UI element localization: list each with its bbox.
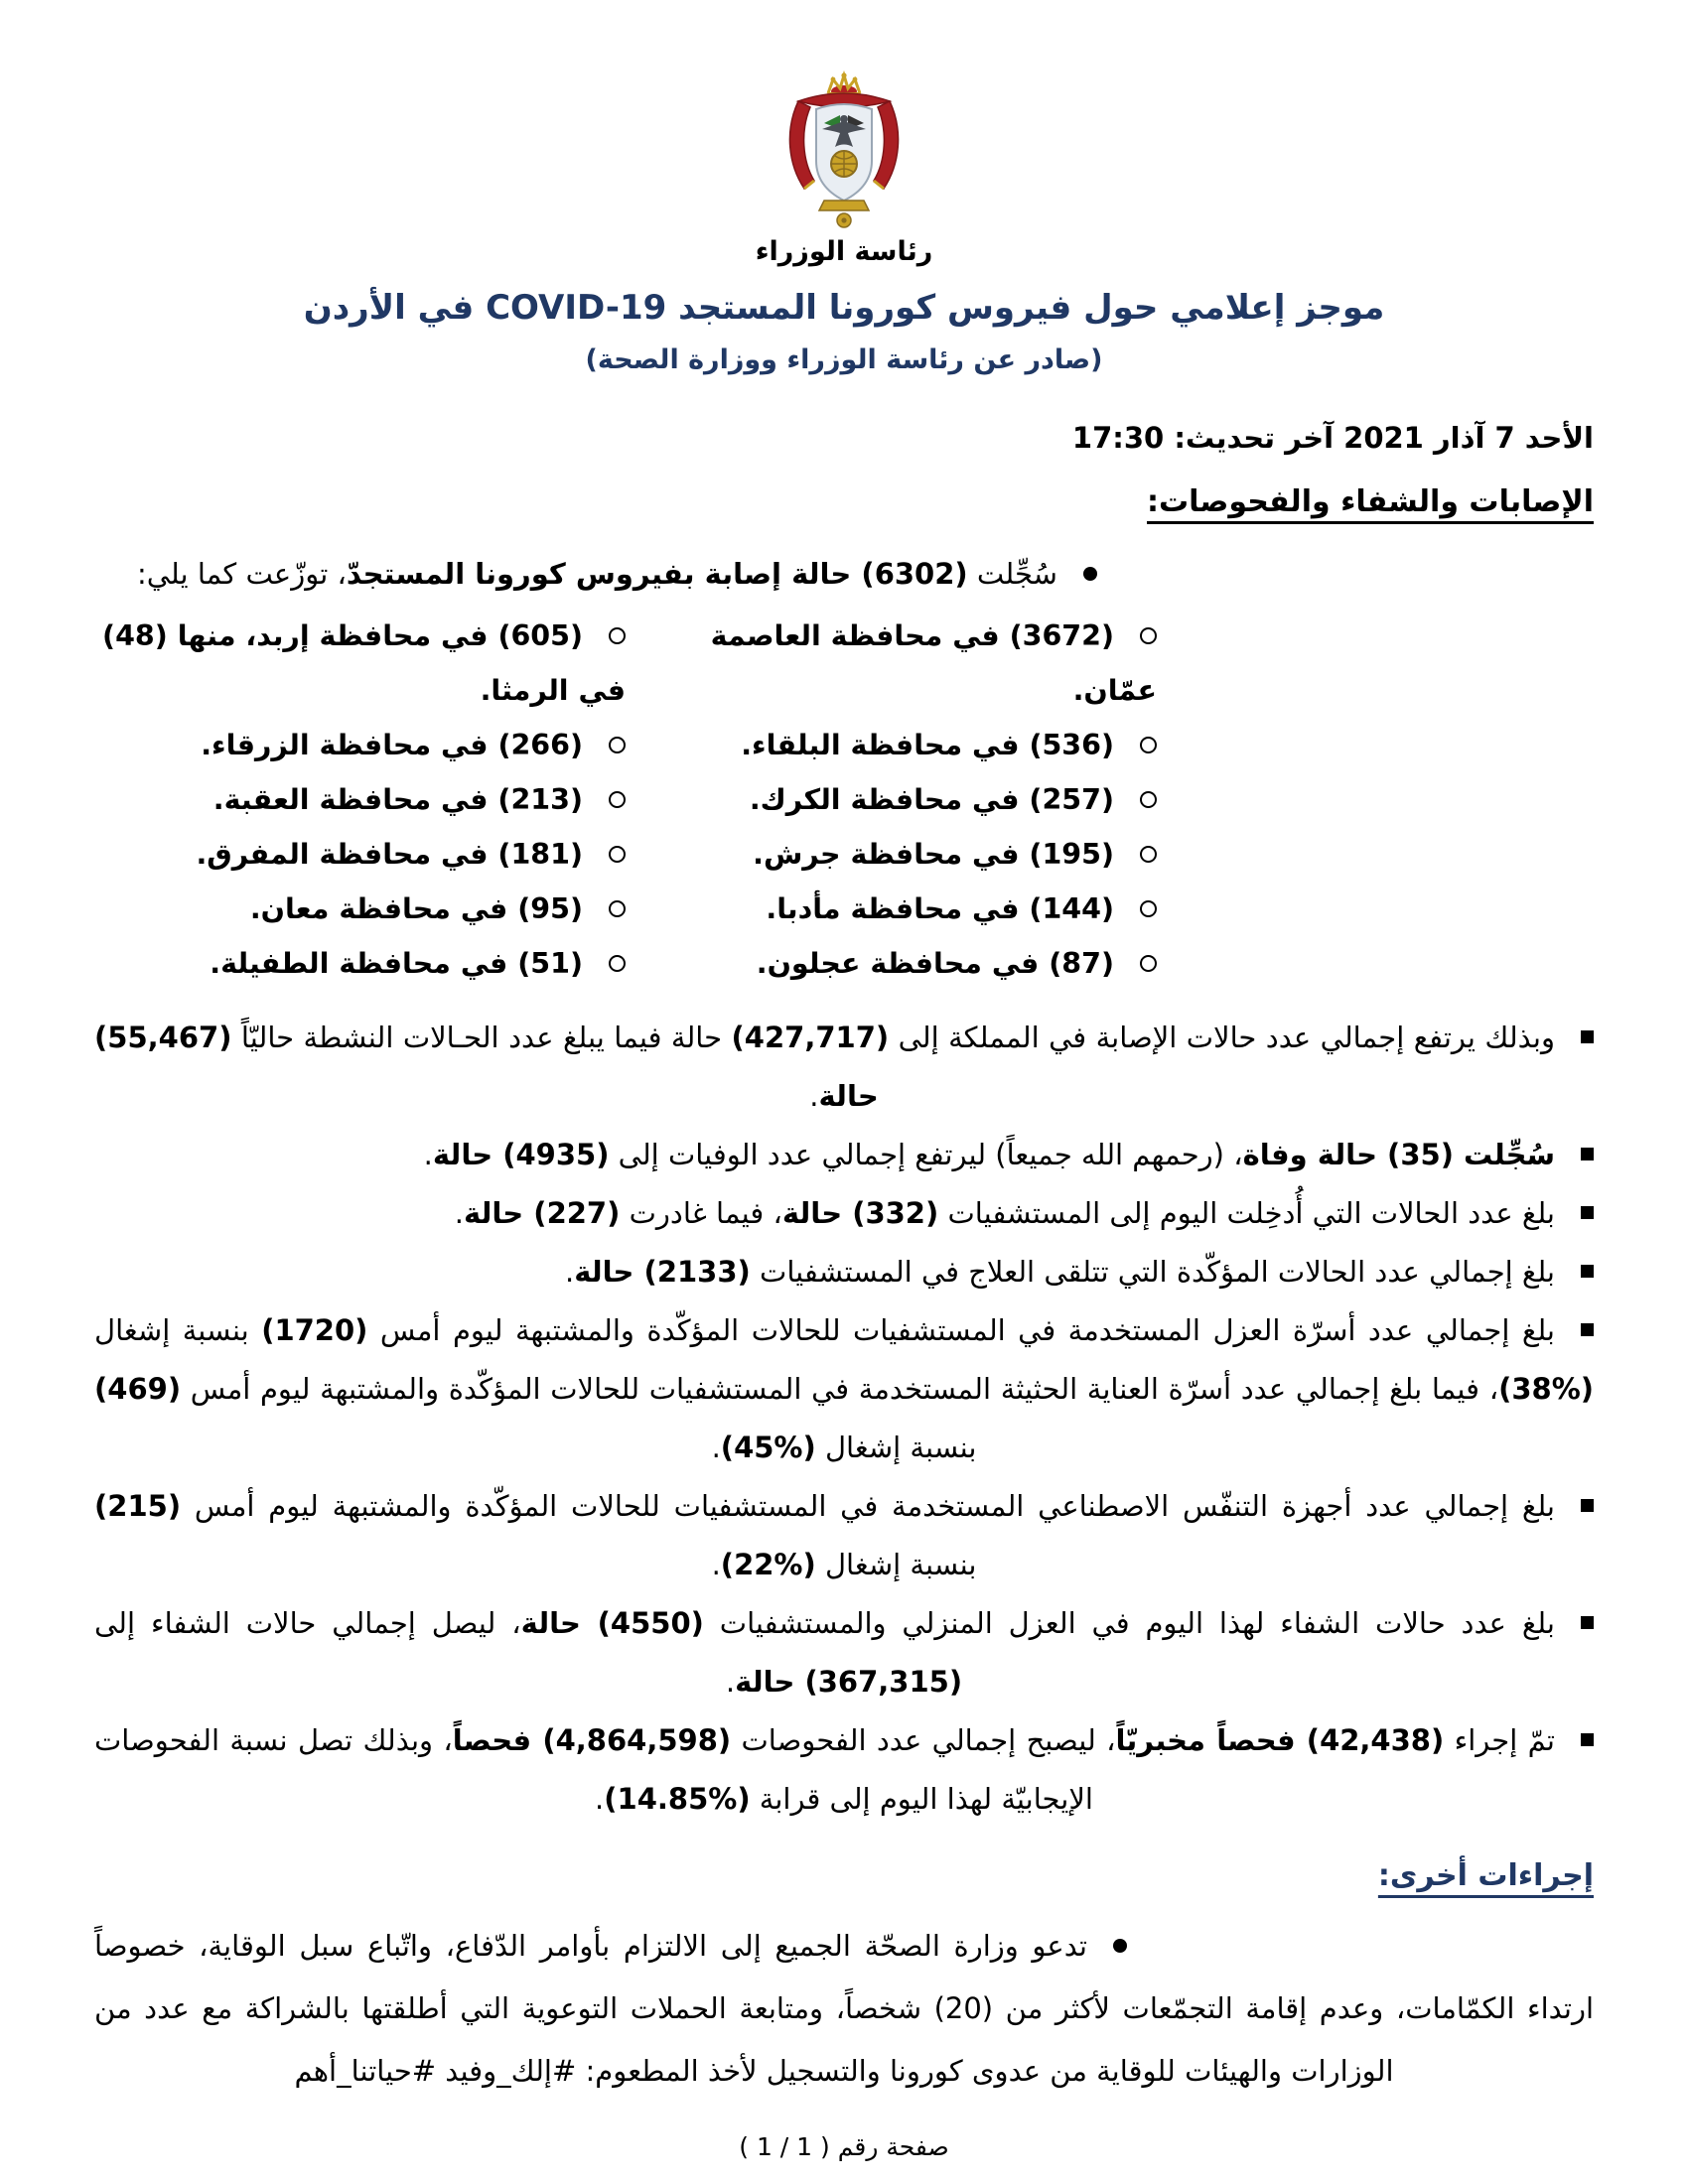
governorate-item xyxy=(626,609,1157,718)
square-bullet-icon xyxy=(1581,1616,1594,1629)
governorate-item xyxy=(626,772,1157,827)
pm-office-calligraphy: رئاسة الوزراء xyxy=(755,236,933,267)
square-bullet-icon xyxy=(1581,1148,1594,1160)
circle-bullet-icon xyxy=(1140,846,1157,863)
circle-bullet-icon xyxy=(609,955,626,972)
square-bullet-icon xyxy=(1581,1733,1594,1746)
section-heading-cases: الإصابات والشفاء والفحوصات: xyxy=(1147,484,1594,519)
circle-bullet-icon xyxy=(1140,900,1157,917)
governorate-row xyxy=(94,718,1594,772)
governorate-row xyxy=(94,609,1594,718)
governorate-item xyxy=(94,936,626,991)
governorate-item-text: (95) في محافظة معان. xyxy=(249,892,583,925)
page-number: صفحة رقم ( 1 / 1 ) xyxy=(739,2132,949,2161)
governorate-item-text: (51) في محافظة الطفيلة. xyxy=(210,947,583,980)
statistics-list xyxy=(94,1009,1594,1829)
date-line: الأحد 7 آذار 2021 آخر تحديث: 17:30 xyxy=(1071,421,1594,455)
governorate-item-text: (181) في محافظة المفرق. xyxy=(196,838,583,871)
circle-bullet-icon xyxy=(609,737,626,753)
governorate-item xyxy=(94,718,626,772)
governorate-row xyxy=(94,882,1594,936)
section-heading-other-measures: إجراءات أخرى: xyxy=(1377,1858,1594,1893)
governorate-item xyxy=(94,882,626,936)
circle-bullet-icon xyxy=(1140,791,1157,808)
governorate-item-text: (536) في محافظة البلقاء. xyxy=(741,729,1114,761)
circle-bullet-icon xyxy=(1140,627,1157,644)
circle-bullet-icon xyxy=(1140,955,1157,972)
stat-lab-tests: تمّ إجراء (42,438) فحصاً مخبريّاً، ليصبح إجمالي عدد الفحوصات (4,864,598) فحصاً، وبذلك تصل نسبة الفحوصات الإيجابيّة لهذا اليوم إلى قرابة (%14.85). xyxy=(94,1711,1594,1829)
circle-bullet-icon xyxy=(609,846,626,863)
governorate-item-text: (144) في محافظة مأدبا. xyxy=(766,892,1114,925)
stat-total-cases: وبذلك يرتفع إجمالي عدد حالات الإصابة في المملكة إلى (427,717) حالة فيما يبلغ عدد الحـالات النشطة حاليّاً (55,467) حالة. xyxy=(94,1009,1594,1126)
governorate-row xyxy=(94,772,1594,827)
governorate-item xyxy=(94,772,626,827)
governorate-list xyxy=(94,609,1594,991)
governorate-item xyxy=(94,827,626,882)
governorate-item xyxy=(626,882,1157,936)
globe-icon xyxy=(831,151,857,177)
square-bullet-icon xyxy=(1581,1323,1594,1336)
governorate-item-text: (213) في محافظة العقبة. xyxy=(212,783,583,816)
page-subtitle: (صادر عن رئاسة الوزراء ووزارة الصحة) xyxy=(585,344,1103,375)
stat-deaths: سُجِّلت (35) حالة وفاة، (رحمهم الله جميعاً) ليرتفع إجمالي عدد الوفيات إلى (4935) حالة. xyxy=(94,1126,1594,1184)
ribbon-icon xyxy=(819,201,869,227)
round-bullet-icon xyxy=(1113,1939,1127,1953)
page-title: موجز إعلامي حول فيروس كورونا المستجد COVID-19 في الأردن xyxy=(303,288,1385,328)
header-emblem xyxy=(94,0,1594,267)
cases-intro xyxy=(94,545,1594,603)
governorate-item-text: (257) في محافظة الكرك. xyxy=(749,783,1114,816)
cases-intro-text: سُجِّلت (6302) حالة إصابة بفيروس كورونا المستجدّ، توزّعت كما يلي: xyxy=(136,557,1057,591)
governorate-item xyxy=(626,827,1157,882)
health-ministry-call: تدعو وزارة الصحّة الجميع إلى الالتزام بأوامر الدّفاع، واتّباع سبل الوقاية، خصوصاً ارتداء الكمّامات، وعدم إقامة التجمّعات لأكثر من (20) شخصاً، ومتابعة الحملات التوعوية التي أطلقتها بالشراكة مع عدد من الوزارات والهيئات للوقاية من عدوى كورونا والتسجيل لأخذ المطعوم: #إلك_وفيد #حياتنا_أهم xyxy=(94,1929,1595,2088)
circle-bullet-icon xyxy=(609,791,626,808)
square-bullet-icon xyxy=(1581,1265,1594,1278)
stat-hospital-treatment: بلغ إجمالي عدد الحالات المؤكّدة التي تتلقى العلاج في المستشفيات (2133) حالة. xyxy=(94,1243,1594,1301)
stat-ventilators: بلغ إجمالي عدد أجهزة التنفّس الاصطناعي المستخدمة في المستشفيات للحالات المؤكّدة والمشتبهة ليوم أمس (215) بنسبة إشغال (%22). xyxy=(94,1477,1594,1594)
square-bullet-icon xyxy=(1581,1030,1594,1043)
governorate-item-text: (195) في محافظة جرش. xyxy=(753,838,1114,871)
square-bullet-icon xyxy=(1581,1499,1594,1512)
stat-hospital-admissions: بلغ عدد الحالات التي أُدخِلت اليوم إلى المستشفيات (332) حالة، فيما غادرت (227) حالة. xyxy=(94,1184,1594,1243)
governorate-item xyxy=(94,609,626,718)
governorate-item xyxy=(626,718,1157,772)
circle-bullet-icon xyxy=(609,900,626,917)
jordan-coat-of-arms-icon xyxy=(765,69,923,230)
stat-isolation-beds: بلغ إجمالي عدد أسرّة العزل المستخدمة في المستشفيات للحالات المؤكّدة والمشتبهة ليوم أمس (1720) بنسبة إشغال (%38)، فيما بلغ إجمالي عدد أسرّة العناية الحثيثة المستخدمة في المستشفيات للحالات المؤكّدة والمشتبهة ليوم أمس (469) بنسبة إشغال (%45). xyxy=(94,1313,1594,1464)
governorate-item-text: (605) في محافظة إربد، منها (48) في الرمثا. xyxy=(102,619,626,707)
square-bullet-icon xyxy=(1581,1206,1594,1219)
circle-bullet-icon xyxy=(609,627,626,644)
governorate-item-text: (3672) في محافظة العاصمة عمّان. xyxy=(710,619,1157,707)
governorate-row xyxy=(94,827,1594,882)
stat-recoveries: بلغ عدد حالات الشفاء لهذا اليوم في العزل المنزلي والمستشفيات (4550) حالة، ليصل إجمالي حالات الشفاء إلى (367,315) حالة. xyxy=(94,1594,1594,1711)
governorate-item-text: (87) في محافظة عجلون. xyxy=(756,947,1114,980)
circle-bullet-icon xyxy=(1140,737,1157,753)
round-bullet-icon xyxy=(1083,567,1097,581)
governorate-item-text: (266) في محافظة الزرقاء. xyxy=(201,729,583,761)
governorate-row xyxy=(94,936,1594,991)
governorate-item xyxy=(626,936,1157,991)
